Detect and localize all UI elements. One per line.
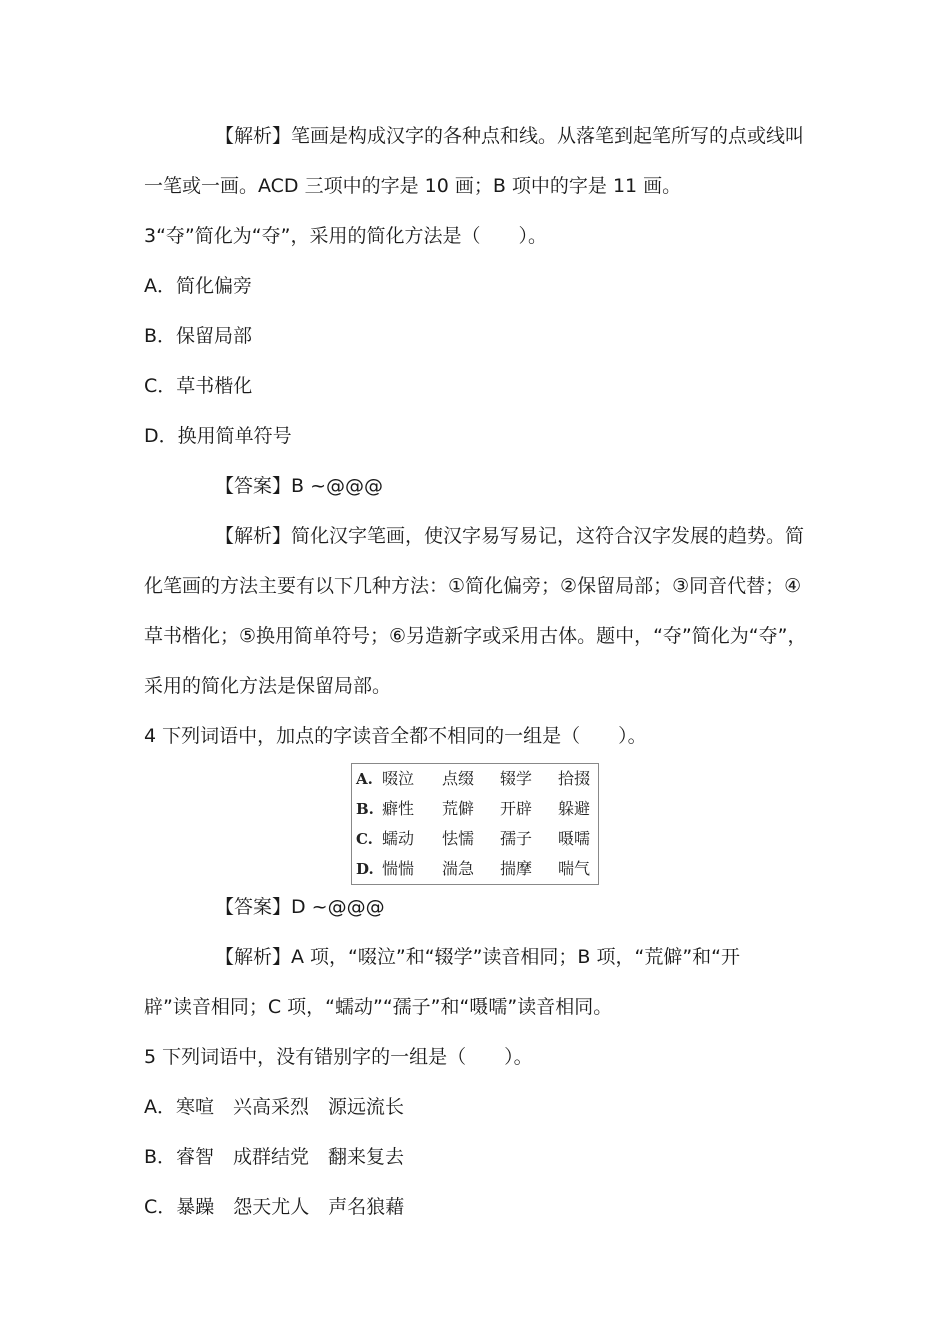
figure-word: 嗫嚅 (558, 829, 591, 848)
question-3-analysis-line-4: 采用的简化方法是保留局部。 (144, 675, 392, 697)
question-3-option-d: D．换用简单符号 (144, 425, 292, 447)
question-5-option-a: A．寒喧 兴高采烈 源远流长 (144, 1096, 404, 1118)
figure-row-label: B. (356, 800, 374, 818)
question-3-option-c: C．草书楷化 (144, 375, 253, 397)
figure-word: 荒僻 (442, 799, 475, 818)
figure-word: 躲避 (558, 799, 591, 818)
figure-row-label: A. (356, 770, 373, 788)
figure-word: 蠕动 (382, 829, 415, 848)
question-4-analysis-line-1: 【解析】A 项，“啜泣”和“辍学”读音相同；B 项，“荒僻”和“开 (215, 946, 741, 968)
question-4-answer: 【答案】D ~@@@ (215, 896, 385, 918)
question-4-options-figure (351, 763, 599, 885)
figure-row-a (352, 764, 598, 794)
question-4-analysis-line-2: 辟”读音相同；C 项，“蠕动”“孺子”和“嗫嚅”读音相同。 (144, 996, 613, 1018)
question-4-stem: 4 下列词语中，加点的字读音全都不相同的一组是（ ）。 (144, 725, 647, 747)
figure-word: 啜泣 (382, 769, 415, 788)
question-3-answer: 【答案】B ~@@@ (215, 475, 383, 497)
question-3-stem: 3“夺”简化为“夺”，采用的简化方法是（ ）。 (144, 225, 547, 247)
figure-row-label: C. (356, 830, 373, 848)
figure-row-b (352, 794, 598, 824)
question-3-analysis-line-1: 【解析】简化汉字笔画，使汉字易写易记，这符合汉字发展的趋势。简 (215, 525, 805, 547)
figure-word: 怯懦 (442, 829, 475, 848)
question-3-option-b: B．保留局部 (144, 325, 253, 347)
figure-word: 辍学 (500, 769, 533, 788)
question-3-option-a: A．简化偏旁 (144, 275, 252, 297)
figure-word: 开辟 (500, 799, 533, 818)
figure-word: 湍急 (442, 859, 475, 878)
figure-word: 惴惴 (382, 859, 415, 878)
figure-word: 点缀 (442, 769, 475, 788)
figure-row-d (352, 854, 598, 884)
analysis-paragraph-1-line-2: 一笔或一画。ACD 三项中的字是 10 画；B 项中的字是 11 画。 (144, 175, 682, 197)
figure-row-label: D. (356, 860, 374, 878)
figure-word: 揣摩 (500, 859, 533, 878)
figure-row-c (352, 824, 598, 854)
question-3-analysis-line-3: 草书楷化；⑤换用简单符号；⑥另造新字或采用古体。题中，“夺”简化为“夺”， (144, 625, 807, 647)
question-5-option-b: B．睿智 成群结党 翻来复去 (144, 1146, 405, 1168)
analysis-paragraph-1-line-1: 【解析】笔画是构成汉字的各种点和线。从落笔到起笔所写的点或线叫 (215, 125, 805, 147)
figure-word: 喘气 (558, 859, 591, 878)
figure-word: 孺子 (500, 829, 533, 848)
question-3-analysis-line-2: 化笔画的方法主要有以下几种方法：①简化偏旁；②保留局部；③同音代替；④ (144, 575, 802, 597)
question-5-option-c: C．暴躁 怨天尤人 声名狼藉 (144, 1196, 405, 1218)
figure-word: 拾掇 (558, 769, 591, 788)
figure-word: 癖性 (382, 799, 415, 818)
question-5-stem: 5 下列词语中，没有错别字的一组是（ ）。 (144, 1046, 533, 1068)
